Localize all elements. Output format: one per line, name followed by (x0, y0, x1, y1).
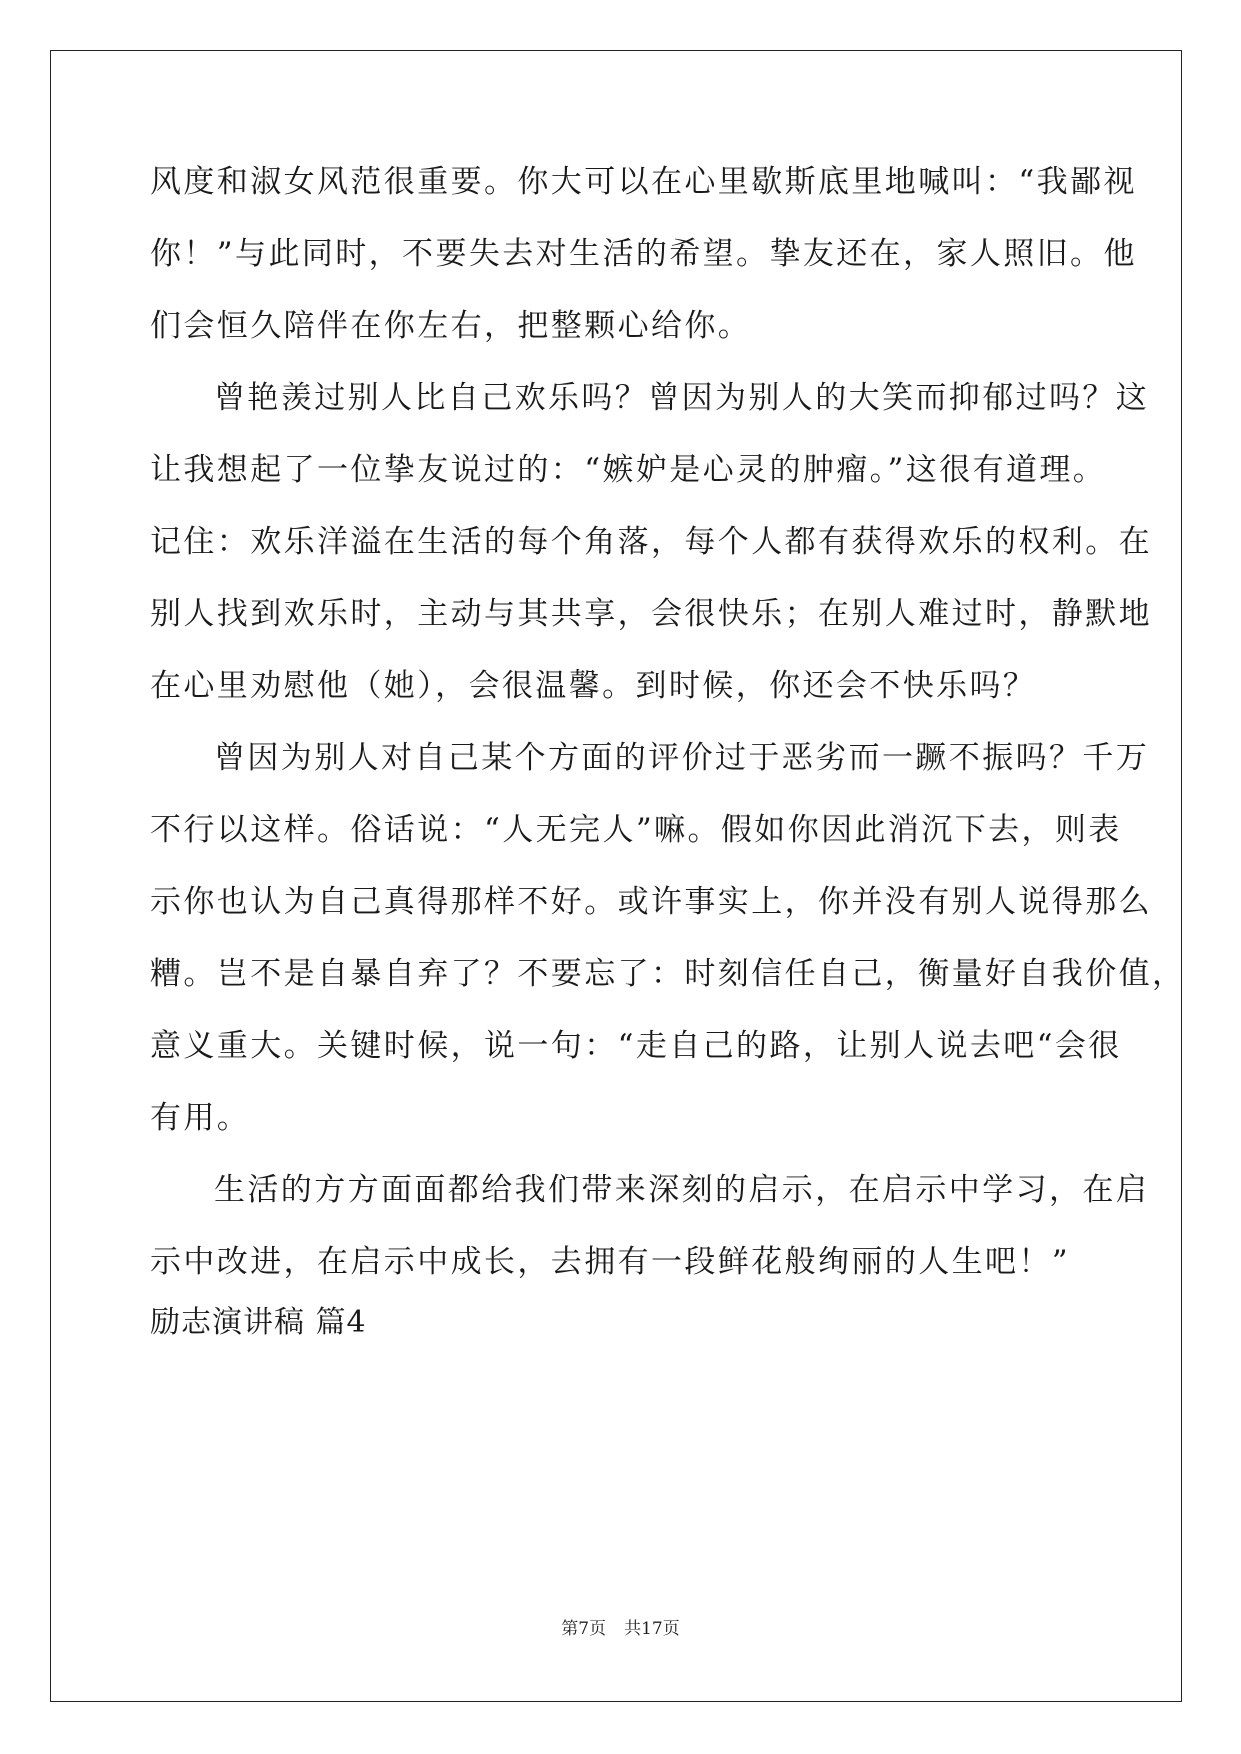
paragraph-4-line-1: 生活的方方面面都给我们带来深刻的启示，在启示中学习，在启 (214, 1172, 1150, 1208)
paragraph-2-line-3: 记住：欢乐洋溢在生活的每个角落，每个人都有获得欢乐的权利。在 (150, 524, 1152, 560)
paragraph-3-line-1: 曾因为别人对自己某个方面的评价过于恶劣而一蹶不振吗？千万 (214, 740, 1150, 776)
paragraph-2-line-4: 别人找到欢乐时，主动与其共享，会很快乐；在别人难过时，静默地 (150, 596, 1152, 632)
paragraph-2-line-1: 曾艳羡过别人比自己欢乐吗？曾因为别人的大笑而抑郁过吗？这 (214, 380, 1150, 416)
section-heading: 励志演讲稿 篇4 (150, 1305, 367, 1340)
paragraph-3-line-5: 意义重大。关键时候，说一句：“走自己的路，让别人说去吧“会很 (150, 1028, 1122, 1064)
paragraph-4-line-2: 示中改进，在启示中成长，去拥有一段鲜花般绚丽的人生吧！” (150, 1244, 1071, 1280)
paragraph-1-line-2: 你！”与此同时，不要失去对生活的希望。挚友还在，家人照旧。他 (150, 236, 1137, 272)
page-footer (0, 1618, 1241, 1640)
page-number-current: 第7页 (561, 1619, 607, 1639)
paragraph-1-line-1: 风度和淑女风范很重要。你大可以在心里歇斯底里地喊叫：“我鄙视 (150, 164, 1137, 200)
paragraph-3-line-6: 有用。 (150, 1100, 251, 1136)
paragraph-3-line-2: 不行以这样。俗话说：“人无完人”嘛。假如你因此消沉下去，则表 (150, 812, 1122, 848)
paragraph-3-line-4: 糟。岂不是自暴自弃了？不要忘了：时刻信任自己，衡量好自我价值， (150, 956, 1186, 992)
paragraph-2-line-2: 让我想起了一位挚友说过的：“嫉妒是心灵的肿瘤。”这很有道理。 (150, 452, 1107, 488)
page-number-total: 共17页 (624, 1619, 680, 1639)
page-border (50, 50, 1182, 1702)
paragraph-1-line-3: 们会恒久陪伴在你左右，把整颗心给你。 (150, 308, 752, 344)
paragraph-2-line-5: 在心里劝慰他（她），会很温馨。到时候，你还会不快乐吗？ (150, 668, 1037, 704)
paragraph-3-line-3: 示你也认为自己真得那样不好。或许事实上，你并没有别人说得那么 (150, 884, 1152, 920)
